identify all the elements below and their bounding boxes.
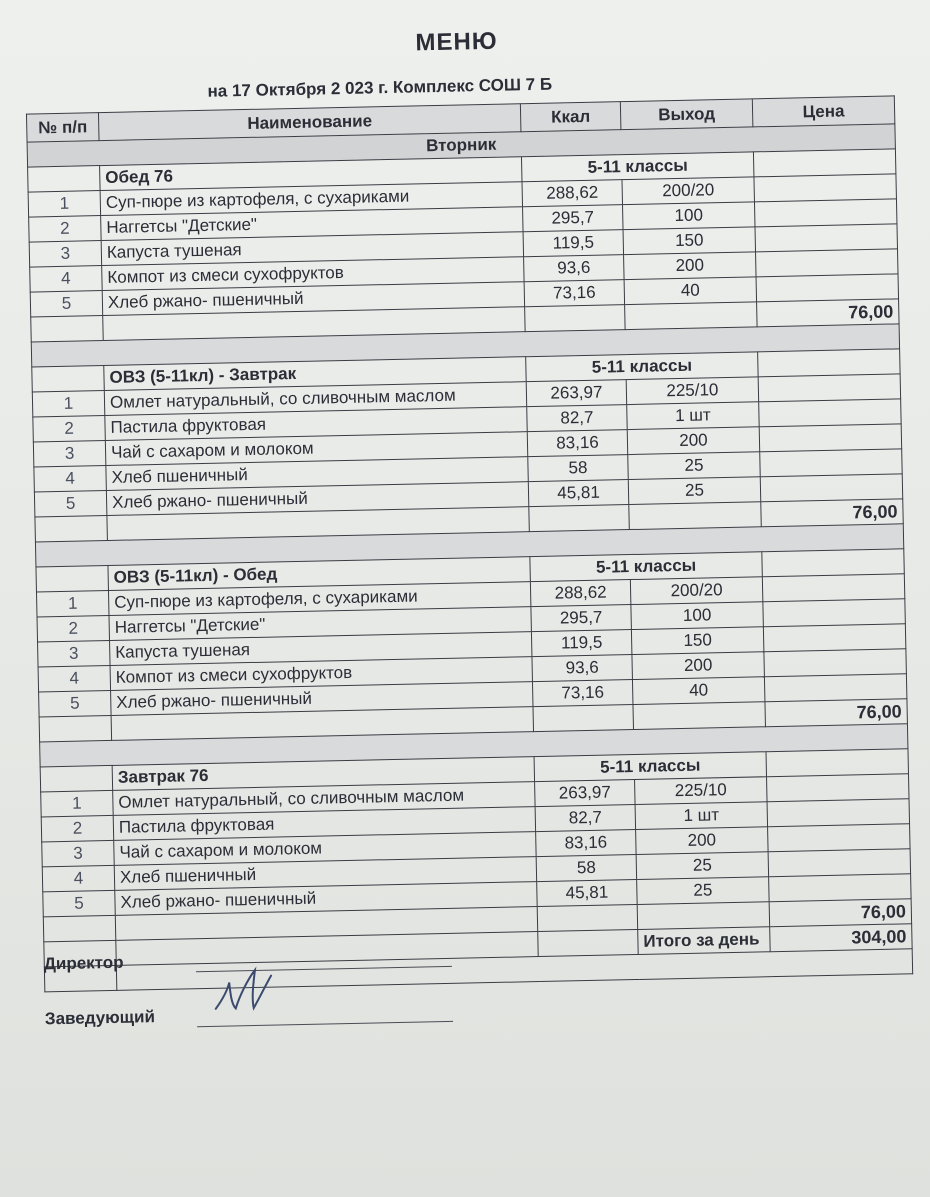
item-number: 4 [42, 865, 115, 892]
item-number: 4 [34, 466, 107, 493]
price-row-num-cell [31, 316, 104, 343]
col-kcal-header: Ккал [520, 102, 621, 132]
section-name: Завтрак 76 [112, 757, 534, 791]
item-number: 3 [29, 241, 102, 268]
item-kcal: 83,16 [527, 430, 628, 457]
item-name: Компот из смеси сухофруктов [110, 657, 532, 691]
item-output: 25 [636, 852, 768, 880]
item-output: 40 [624, 277, 756, 305]
col-name-header: Наименование [98, 104, 520, 141]
item-price-cell [760, 449, 902, 477]
item-kcal: 45,81 [537, 879, 638, 906]
item-number: 5 [43, 890, 116, 917]
item-output: 225/10 [626, 377, 758, 405]
price-row-output-cell [629, 502, 761, 530]
price-row-num-cell [43, 915, 116, 942]
price-row-output-cell [625, 302, 757, 330]
section-group: 5-11 классы [521, 152, 753, 182]
item-price-cell [763, 599, 905, 627]
item-output: 200/20 [630, 577, 762, 605]
item-number: 1 [36, 590, 109, 617]
item-price-cell [764, 649, 906, 677]
item-kcal: 73,16 [532, 680, 633, 707]
item-name: Хлеб пшеничный [106, 457, 528, 491]
price-row-kcal-cell [529, 505, 630, 532]
item-price-cell [755, 224, 897, 252]
section-num-cell [40, 765, 113, 792]
item-price-cell [762, 574, 904, 602]
item-kcal: 263,97 [535, 780, 636, 807]
day-label: Вторник [27, 124, 895, 167]
item-price-cell [769, 874, 911, 902]
item-kcal: 119,5 [523, 230, 624, 257]
section-price: 76,00 [769, 899, 911, 927]
item-name: Суп-пюре из картофеля, с сухариками [100, 182, 522, 216]
col-number-header: № п/п [26, 113, 99, 143]
item-output: 200 [627, 427, 759, 455]
item-kcal: 119,5 [531, 630, 632, 657]
item-output: 1 шт [635, 802, 767, 830]
item-name: Пастила фруктовая [105, 407, 527, 441]
item-number: 1 [41, 790, 114, 817]
item-number: 3 [38, 640, 111, 667]
item-number: 1 [32, 391, 105, 418]
section-group: 5-11 классы [530, 552, 762, 582]
item-name: Капуста тушеная [101, 232, 523, 266]
director-label: Директор [43, 952, 124, 974]
section-group: 5-11 классы [526, 352, 758, 382]
item-output: 150 [623, 227, 755, 255]
menu-sheet [6, 1, 927, 1029]
item-price-cell [754, 199, 896, 227]
section-name: ОВЗ (5-11кл) - Обед [108, 557, 530, 591]
price-row-kcal-cell [537, 904, 638, 931]
item-number: 4 [38, 665, 111, 692]
section-price: 76,00 [761, 499, 903, 527]
item-name: Пастила фруктовая [113, 807, 535, 841]
handwritten-signature [211, 959, 282, 1020]
item-name: Суп-пюре из картофеля, с сухариками [108, 582, 530, 616]
item-number: 5 [34, 491, 107, 518]
section-price-cell [753, 149, 895, 177]
price-row-num-cell [39, 715, 112, 742]
item-number: 3 [33, 441, 106, 468]
section-num-cell [32, 366, 105, 393]
item-name: Хлеб ржано- пшеничный [111, 682, 533, 716]
item-name: Омлет натуральный, со сливочным маслом [104, 382, 526, 416]
item-kcal: 93,6 [532, 655, 633, 682]
section-price-cell [762, 549, 904, 577]
item-name: Чай с сахаром и молоком [114, 832, 536, 866]
item-output: 100 [623, 202, 755, 230]
item-output: 25 [628, 452, 760, 480]
section-price-cell [758, 349, 900, 377]
item-number: 2 [37, 615, 110, 642]
section-group: 5-11 классы [534, 752, 766, 782]
item-output: 150 [631, 627, 763, 655]
item-kcal: 295,7 [523, 205, 624, 232]
item-kcal: 83,16 [536, 829, 637, 856]
col-price-header: Цена [752, 96, 895, 127]
item-output: 200/20 [622, 177, 754, 205]
section-num-cell [36, 565, 109, 592]
item-kcal: 82,7 [535, 804, 636, 831]
item-price-cell [756, 274, 898, 302]
item-number: 3 [42, 840, 115, 867]
item-number: 5 [30, 291, 103, 318]
price-row-output-cell [637, 902, 769, 930]
price-row-num-cell [35, 515, 108, 542]
item-output: 40 [632, 677, 764, 705]
item-output: 200 [624, 252, 756, 280]
section-name: ОВЗ (5-11кл) - Завтрак [104, 357, 526, 391]
item-output: 100 [631, 602, 763, 630]
item-kcal: 58 [528, 455, 629, 482]
item-output: 200 [636, 827, 768, 855]
item-price-cell [756, 249, 898, 277]
item-price-cell [764, 674, 906, 702]
item-kcal: 82,7 [527, 405, 628, 432]
item-name: Капуста тушеная [110, 632, 532, 666]
section-num-cell [28, 166, 101, 193]
item-name: Хлеб пшеничный [114, 857, 536, 891]
total-value: 304,00 [770, 924, 912, 952]
menu-table-body [27, 124, 913, 992]
total-label: Итого за день [638, 927, 770, 955]
total-kcal-cell [538, 929, 639, 956]
item-output: 225/10 [635, 777, 767, 805]
price-row-kcal-cell [533, 705, 634, 732]
price-row-output-cell [633, 702, 765, 730]
menu-title: МЕНЮ [415, 27, 498, 57]
section-price-cell [766, 749, 908, 777]
item-name: Чай с сахаром и молоком [105, 432, 527, 466]
item-kcal: 73,16 [524, 280, 625, 307]
item-output: 25 [637, 877, 769, 905]
item-kcal: 295,7 [531, 605, 632, 632]
item-kcal: 288,62 [522, 180, 623, 207]
item-output: 25 [628, 477, 760, 505]
item-price-cell [760, 474, 902, 502]
item-name: Омлет натуральный, со сливочным маслом [113, 782, 535, 816]
item-price-cell [763, 624, 905, 652]
item-number: 1 [28, 191, 101, 218]
item-kcal: 58 [536, 854, 637, 881]
manager-signature-line [197, 1021, 453, 1027]
price-row-kcal-cell [525, 305, 626, 332]
item-price-cell [759, 399, 901, 427]
item-kcal: 45,81 [528, 480, 629, 507]
col-output-header: Выход [620, 99, 753, 130]
menu-subtitle: на 17 Октября 2 023 г. Комплекс СОШ 7 Б [207, 74, 553, 101]
item-output: 200 [632, 652, 764, 680]
item-price-cell [768, 849, 910, 877]
section-price: 76,00 [757, 299, 899, 327]
item-price-cell [768, 824, 910, 852]
item-name: Хлеб ржано- пшеничный [102, 282, 524, 316]
item-price-cell [758, 374, 900, 402]
item-kcal: 263,97 [526, 380, 627, 407]
item-number: 2 [29, 216, 102, 243]
item-kcal: 288,62 [530, 580, 631, 607]
item-number: 4 [30, 266, 103, 293]
menu-table [26, 95, 913, 992]
item-name: Наггетсы "Детские" [101, 207, 523, 241]
item-name: Хлеб ржано- пшеничный [106, 482, 528, 516]
item-number: 2 [33, 416, 106, 443]
section-price: 76,00 [765, 699, 907, 727]
item-price-cell [759, 424, 901, 452]
item-name: Компот из смеси сухофруктов [102, 257, 524, 291]
item-kcal: 93,6 [524, 255, 625, 282]
manager-label: Заведующий [44, 1007, 156, 1029]
item-name: Хлеб ржано- пшеничный [115, 882, 537, 916]
item-output: 1 шт [627, 402, 759, 430]
item-price-cell [767, 799, 909, 827]
item-number: 2 [41, 815, 114, 842]
item-price-cell [754, 174, 896, 202]
item-name: Наггетсы "Детские" [109, 607, 531, 641]
section-name: Обед 76 [100, 157, 522, 191]
item-number: 5 [39, 690, 112, 717]
item-price-cell [767, 774, 909, 802]
